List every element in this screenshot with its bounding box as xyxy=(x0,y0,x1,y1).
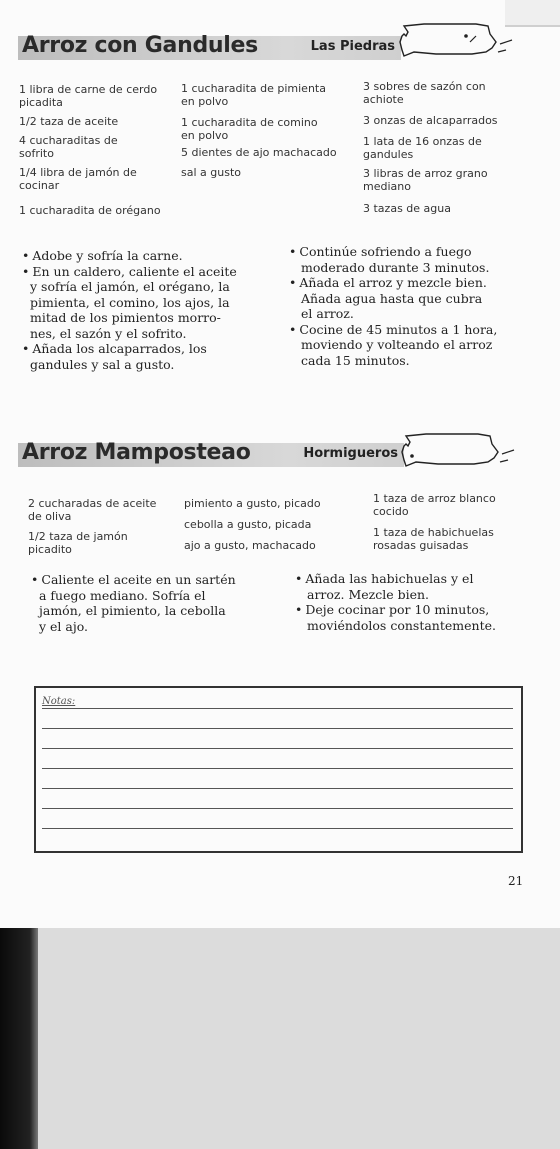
ingredient: de oliva xyxy=(28,510,72,523)
step-line: Adobe y sofría la carne. xyxy=(32,248,183,263)
ingredient: cebolla a gusto, picada xyxy=(184,518,312,531)
recipe-2-ingredients-col3 xyxy=(373,492,496,552)
puerto-rico-map-icon xyxy=(396,22,520,64)
ingredient: sal a gusto xyxy=(181,166,241,179)
ingredient: 3 sobres de sazón con xyxy=(363,80,486,93)
ingredient: 3 libras de arroz grano xyxy=(363,167,488,180)
step-line: Añada el arroz y mezcle bien. xyxy=(299,275,487,290)
notes-line xyxy=(42,748,513,749)
recipe-1-place: Las Piedras xyxy=(310,39,395,54)
ingredient: mediano xyxy=(363,180,411,193)
step-line: pimienta, el comino, los ajos, la xyxy=(30,294,230,310)
ingredient: 1/4 libra de jamón de xyxy=(19,166,137,179)
recipe-1-title: Arroz con Gandules xyxy=(22,33,258,58)
book-binding xyxy=(0,928,38,1149)
ingredient: ajo a gusto, machacado xyxy=(184,539,316,552)
ingredient: gandules xyxy=(363,148,414,161)
step-line: Continúe sofriendo a fuego xyxy=(299,244,472,259)
step-line: el arroz. xyxy=(301,306,354,321)
recipe-2-steps-left: • Caliente el aceite en un sartén a fuego mediano. Sofría el jamón, el pimiento, la cebolla y el ajo. xyxy=(31,572,236,634)
recipe-2-steps-right: • Añada las habichuelas y el arroz. Mezcle bien. • Deje cocinar por 10 minutos, moviéndolos constantemente. xyxy=(295,571,496,633)
ingredient: 2 cucharadas de aceite xyxy=(28,497,157,510)
recipe-1-ingredients-col1 xyxy=(19,83,161,217)
notes-line xyxy=(42,728,513,729)
recipe-2-title-bar xyxy=(18,440,404,467)
background-surface xyxy=(38,928,560,1149)
notes-box xyxy=(34,686,523,853)
step-line: moviéndolos constantemente. xyxy=(307,617,496,633)
ingredient: en polvo xyxy=(181,129,229,142)
ingredient: 1 libra de carne de cerdo xyxy=(19,83,158,96)
step-line: Cocine de 45 minutos a 1 hora, xyxy=(299,321,498,337)
step-line: moderado durante 3 minutos. xyxy=(301,259,490,275)
notes-line xyxy=(42,708,513,709)
ingredient: en polvo xyxy=(181,95,229,108)
step-line: Añada los alcaparrados, los xyxy=(32,341,207,356)
recipe-1-steps-left: • Adobe y sofría la carne. • En un caldero, caliente el aceite y sofría el jamón, el orégano, la pimienta, el comino, los ajos, la mitad de los pimientos morro- nes, el sazón y el sofrito. • Añada los alcaparrados, los gandules y sal a gusto. xyxy=(22,248,237,372)
recipe-2-ingredients-col2 xyxy=(184,497,321,552)
step-line: cada 15 minutos. xyxy=(301,352,410,368)
ingredient: picadito xyxy=(28,543,72,556)
step-line: y el ajo. xyxy=(39,618,89,634)
recipe-1-ingredients-col2 xyxy=(181,82,337,179)
ingredient: 1 cucharadita de orégano xyxy=(19,204,161,217)
step-line: nes, el sazón y el sofrito. xyxy=(30,325,187,341)
ingredient: 5 dientes de ajo machacado xyxy=(181,146,337,159)
recipe-1-ingredients-col3 xyxy=(363,80,498,215)
recipe-2-place: Hormigueros xyxy=(303,446,398,461)
ingredient: 1/2 taza de jamón xyxy=(28,530,128,543)
ingredient: rosadas guisadas xyxy=(373,539,469,552)
ingredient: achiote xyxy=(363,93,404,106)
notes-line xyxy=(42,768,513,769)
step-line: Caliente el aceite en un sartén xyxy=(41,572,236,587)
ingredient: picadita xyxy=(19,96,63,109)
step-line: a fuego mediano. Sofría el xyxy=(39,587,206,603)
ingredient: pimiento a gusto, picado xyxy=(184,497,321,510)
recipe-2-ingredients-col1 xyxy=(28,497,156,556)
puerto-rico-map-icon xyxy=(398,432,522,474)
step-line: mitad de los pimientos morro- xyxy=(30,310,221,325)
step-line: Añada las habichuelas y el xyxy=(305,571,474,586)
step-line: En un caldero, caliente el aceite xyxy=(32,263,237,279)
ingredient: 3 tazas de agua xyxy=(363,202,451,215)
ingredient: 3 onzas de alcaparrados xyxy=(363,114,498,127)
step-line: Deje cocinar por 10 minutos, xyxy=(305,602,490,617)
step-line: Añada agua hasta que cubra xyxy=(301,290,483,306)
notes-line xyxy=(42,808,513,809)
recipe-1-title-bar xyxy=(18,33,401,60)
ingredient: 1 cucharadita de comino xyxy=(181,116,318,129)
ingredient: 1/2 taza de aceite xyxy=(19,115,119,128)
step-line: arroz. Mezcle bien. xyxy=(307,586,430,602)
step-line: jamón, el pimiento, la cebolla xyxy=(39,603,226,618)
recipe-1-steps-right: • Continúe sofriendo a fuego moderado durante 3 minutos. • Añada el arroz y mezcle bien. Añada agua hasta que cubra el arroz. • Cocine de 45 minutos a 1 hora, moviendo y volteando el arroz cada 15 minutos. xyxy=(289,244,498,368)
ingredient: 1 taza de arroz blanco xyxy=(373,492,496,505)
notes-line xyxy=(42,788,513,789)
notes-label: Notas: xyxy=(42,696,76,707)
ingredient: cocinar xyxy=(19,179,60,192)
notes-line xyxy=(42,828,513,829)
ingredient: 4 cucharaditas de xyxy=(19,134,118,147)
ingredient: 1 cucharadita de pimienta xyxy=(181,82,326,95)
step-line: y sofría el jamón, el orégano, la xyxy=(30,279,230,294)
step-line: gandules y sal a gusto. xyxy=(30,356,175,372)
ingredient: 1 taza de habichuelas xyxy=(373,526,494,539)
ingredient: sofrito xyxy=(19,147,54,160)
ingredient: 1 lata de 16 onzas de xyxy=(363,135,482,148)
page-number: 21 xyxy=(508,874,524,888)
step-line: moviendo y volteando el arroz xyxy=(301,337,493,352)
ingredient: cocido xyxy=(373,505,409,518)
recipe-2-title: Arroz Mamposteao xyxy=(22,440,251,465)
